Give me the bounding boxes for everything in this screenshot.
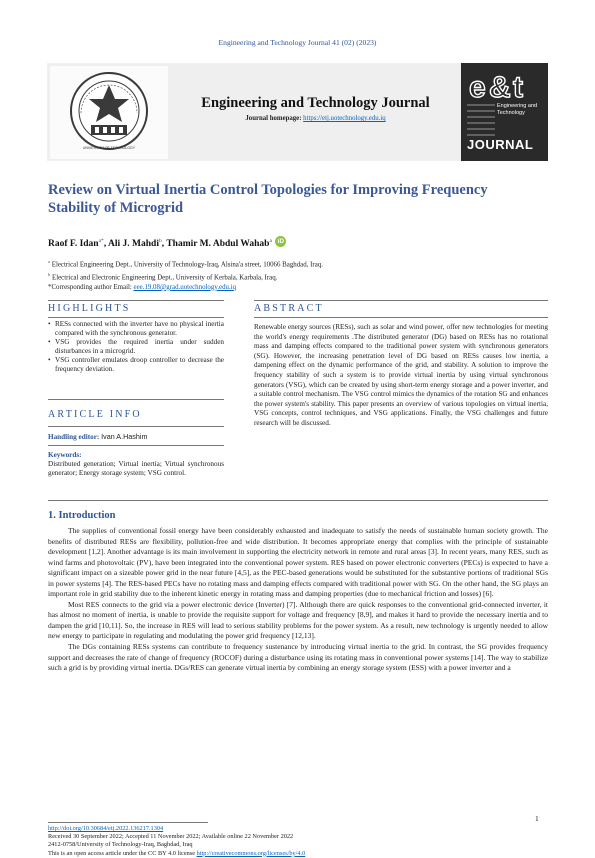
affiliation-item: $^a$ Electrical Engineering Dept., University of Technology-Iraq, Alsina'a street, 10066 Baghdad, Iraq.: [48, 259, 323, 269]
divider: [254, 300, 548, 301]
section-heading-introduction: 1. Introduction: [48, 510, 116, 521]
footnote-divider: [48, 822, 208, 823]
author-affil-mark: a: [269, 237, 272, 244]
author-name: Raof F. Idan: [48, 239, 99, 249]
highlight-item: • RESs connected with the inverter have no physical inertia compared with the synchronous generator.: [48, 320, 224, 338]
license-line: This is an open access article under the CC BY 4.0 license http://creativecommons.org/licenses/by/4.0: [48, 849, 306, 857]
author-affil-mark: a*: [98, 237, 104, 244]
author-name: Thamir M. Abdul Wahab: [166, 239, 270, 249]
orcid-icon[interactable]: iD: [275, 236, 286, 247]
keywords-list: Distributed generation; Virtual inertia; Virtual synchronous generator; Energy storage system; VSG control.: [48, 460, 224, 477]
body-paragraph: The supplies of conventional fossil energy have been considerably exhausted and inadequate to satisfy the needs of sustainable human society growth. The benefits of distributed RESs are flexibility, pollution-free and wide distribution. It becomes appropriate energy that complies with the principle of sustainable development [1,2]. Another advantage is its main involvement in supporting the electricity network in remote and rural areas [3]. In recent years, many RES, such as wind farms and photovoltaic (PV), have been integrated into the conventional power system. RES based on power electronic converters (PECs) is expected to have a significant impact on a sizeable power grid in the near future [4,5], as the PEC-based generations would be substituted for the substantive portions of traditional SGs in power systems [4]. The RES-based PECs have no rotating mass and damping effects compared with traditional power with SG. On the other hand, the SG plays an important role in grid stability due to the inherent kinetic energy in rotating mass and damping properties (due to mechanical friction and losses) [6].: [48, 526, 548, 599]
paper-title-line2: Stability of Microgrid: [48, 200, 184, 216]
divider: [48, 399, 224, 400]
journal-masthead: [47, 63, 548, 161]
homepage-link[interactable]: https://etj.uotechnology.edu.iq: [303, 115, 386, 122]
corresponding-email-link[interactable]: eee.19.08@grad.uotechnology.edu.iq: [133, 283, 237, 291]
affiliation-item: $^b$ Electrical and Electronic Engineering Dept., University of Kerbala, Karbala, Iraq.: [48, 271, 278, 282]
author-affil-mark: b: [158, 237, 162, 244]
body-paragraph: Most RES connects to the grid via a power electronic device (Inverter) [7]. Although there are quick responses to the conventional grid-connected inverter, it has almost no moment of inertia, is unable to provide the requisite support for voltage and frequency [8,9], and makes it hard to provide the necessary inertia and to dampen the grid [10,11]. So, the increase in RES will lead to serious stability problems for the power system. As a result, new technology is urgently needed to allow new energy to participate in regulating and modulating the power grid frequency [12,13].: [48, 599, 548, 641]
keywords-label: Keywords:: [48, 451, 82, 459]
divider: [48, 500, 548, 501]
highlight-item: • VSG controller emulates droop controller to decrease the frequency deviation.: [48, 356, 224, 374]
journal-name: Engineering and Technology Journal: [201, 95, 430, 111]
svg-text:e: e: [469, 71, 486, 104]
divider: [254, 317, 548, 318]
doi-link[interactable]: http://doi.org/10.30684/etj.2022.136217.1304: [48, 825, 164, 832]
article-info-heading: ARTICLE INFO: [48, 409, 142, 420]
svg-text:&: &: [489, 71, 511, 104]
etj-logo-subtitle: Engineering and Technology: [497, 103, 538, 116]
paper-title-line1: Review on Virtual Inertia Control Topologies for Improving Frequency: [48, 182, 488, 198]
journal-homepage: [173, 115, 458, 122]
highlight-item: • VSG provides the required inertia under sudden disturbances in a microgrid.: [48, 338, 224, 356]
page-number: 1: [535, 814, 539, 823]
handling-editor-label: Handling editor:: [48, 433, 102, 441]
author-name: Ali J. Mahdi: [108, 239, 159, 249]
etj-logo-wordmark: JOURNAL: [467, 137, 534, 152]
divider: [48, 300, 224, 301]
license-link[interactable]: http://creativecommons.org/licenses/by/4.0: [196, 849, 306, 857]
abstract-heading: ABSTRACT: [254, 303, 324, 314]
received-dates: Received 30 September 2022; Accepted 11 November 2022; Available online 22 November 2022: [48, 833, 294, 841]
highlights-heading: HIGHLIGHTS: [48, 303, 131, 314]
university-seal-icon: [67, 69, 151, 157]
page-footer: [48, 825, 548, 858]
divider: [48, 317, 224, 318]
handling-editor: [48, 433, 224, 442]
svg-text:t: t: [513, 71, 523, 104]
university-logo-caption: UNIVERSITY OF TECHNOLOGY: [82, 146, 136, 150]
handling-editor-name: Ivan A.Hashim: [101, 432, 148, 441]
paper-title: [48, 181, 548, 217]
divider: [48, 445, 224, 446]
university-logo: [50, 66, 168, 159]
abstract-text: Renewable energy sources (RESs), such as solar and wind power, offer new technologies for meeting the world's energy requirements .The distributed generator (DG) based on RESs has no rotational mass and damping effects compared to the traditional power system with synchronous generators (SG). However, the increasing penetration level of DG based on RESs causes low inertia, a dampening effect on the dynamic performance of the grid, and stability. A solution to improve the frequency stability of such a system is to provide virtual inertia by using virtual synchronous generators (VSG), which can be created by using short-term energy storage and a power inverter, and a suitable control mechanism. The VSG control mimics the dynamics of the rotation SG and enhances the power system's stability. This paper presents an overview of various topologies on virtual inertia, VSG concepts, control techniques, and VSG applications. Finally, the VSG challenges and future research will be discussed.: [254, 323, 548, 427]
issn-line: 2412-0758/University of Technology-Iraq, Baghdad, Iraq: [48, 841, 193, 849]
homepage-label: Journal homepage:: [245, 115, 302, 122]
body-paragraph: The DGs containing RESs systems can contribute to frequency sustenance by introducing virtual inertia to the grid. In contrast, the SG provides frequency support and decreases the rate of change of frequency (ROCOF) during a disturbance using its rotating mass in conventional power systems [14]. The way to stabilize such a grid is by providing virtual inertia. DGs/RES can generate virtual inertia by combining an energy storage system (ESS) with a power inverter and a: [48, 642, 548, 673]
highlights-list: [48, 320, 224, 373]
running-head: Engineering and Technology Journal 41 (02) (2023): [218, 38, 377, 47]
divider: [48, 426, 224, 427]
etj-logo: [461, 63, 548, 161]
affiliations: [48, 257, 548, 292]
corresponding-author: *Corresponding author Email: eee.19.08@grad.uotechnology.edu.iq: [48, 283, 237, 291]
introduction-body: [48, 526, 548, 674]
author-list: Raof F. Idan$^{a*}$, Ali J. Mahdi$^b$, Thamir M. Abdul Wahab$^a$ iD: [48, 236, 548, 249]
